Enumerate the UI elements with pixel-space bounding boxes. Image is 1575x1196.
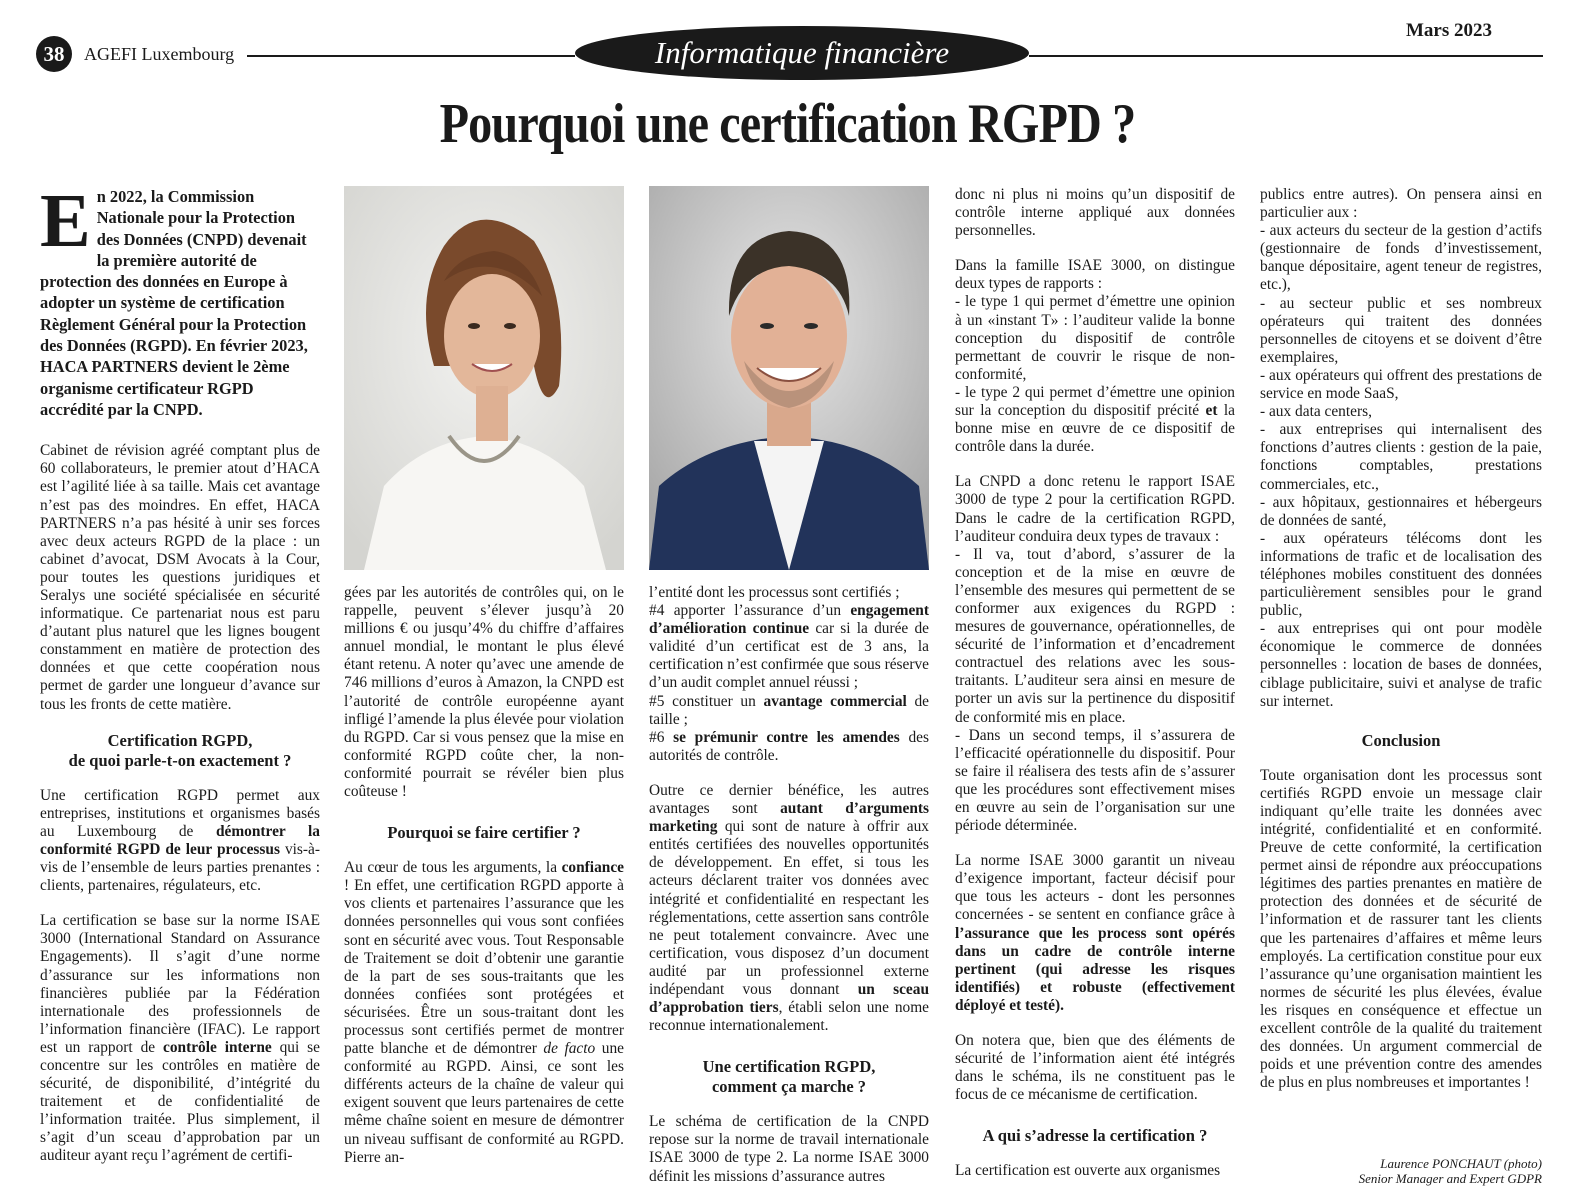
header-rule-left bbox=[247, 55, 575, 57]
section-title: Informatique financière bbox=[575, 26, 1029, 80]
paragraph: La certification se base sur la norme ISAE 3000 (International Standard on Assurance Engagements). Il s’agit d’une norme d’assurance sur les informations non financières publiée par la Fédération internationale des professionnels de l’information financière (IFAC). Le rapport est un rapport de contrôle interne qui se concentre sur les contrôles en matière de sécurité, de disponibilité, d’intégrité du traitement et de confidentialité de l’information traitée. Plus simplement, il s’agit d’un sceau d’approbation par un auditeur ayant reçu l’agrément de certifi- bbox=[40, 912, 320, 1165]
article-headline: Pourquoi une certification RGPD ? bbox=[439, 93, 1136, 155]
list-item: - aux entreprises qui ont pour modèle économique le commerce de données personnelles : location de bases de données, ciblage publicitaire, suivi et analyse de trafic sur internet. bbox=[1260, 620, 1542, 710]
article-lead bbox=[40, 186, 320, 420]
paragraph: La CNPD a donc retenu le rapport ISAE 3000 de type 2 pour la certification RGPD. Dans le cadre de la certification RGPD, l’auditeur conduira deux types de travaux : bbox=[955, 473, 1235, 545]
list-item: - le type 1 qui permet d’émettre une opinion à un «instant T» : l’auditeur valide la bonne conception du dispositif de contrôle permettant de couvrir le risque de non-conformité, bbox=[955, 293, 1235, 383]
subheading: Conclusion bbox=[1361, 730, 1441, 750]
portrait-photo-woman bbox=[344, 186, 624, 570]
list-item: - aux acteurs du secteur de la gestion d’actifs (gestionnaire de fonds d’investissement, banque dépositaire, agent teneur de registres, etc.), bbox=[1260, 222, 1542, 294]
paragraph: Le schéma de certification de la CNPD repose sur la norme de travail internationale ISAE 3000 de type 2. La norme ISAE 3000 définit les missions d’assurance autres bbox=[649, 1113, 929, 1185]
paragraph: On notera que, bien que des éléments de sécurité de l’information aient été intégrés dans le schéma, ils ne constituent pas le focus de ce mécanisme de certification. bbox=[955, 1032, 1235, 1104]
paragraph: l’entité dont les processus sont certifiés ; bbox=[649, 584, 900, 601]
paragraph: publics entre autres). On pensera ainsi en particulier aux : bbox=[1260, 186, 1542, 222]
paragraph: #6 se prémunir contre les amendes des autorités de contrôle. bbox=[649, 728, 929, 764]
photo-caption: Laurence PONCHAUT (photo) Senior Manager and Expert GDPR bbox=[1358, 1156, 1542, 1186]
list-item: - Dans un second temps, il s’assurera de l’efficacité opérationnelle du dispositif. Pour se faire il réalisera des tests afin de s’assurer que les procédures sont effectivement mises en œuvre au sein de l’organisation sur une période déterminée. bbox=[955, 726, 1235, 835]
paragraph: Cabinet de révision agréé comptant plus de 60 collaborateurs, le premier atout d’HACA est l’agilité liée à sa taille. Mais cet avantage n’est pas des moindres. En effet, HACA PARTNERS n’a pas hésité à unir ses forces avec deux acteurs RGPD de la place : un cabinet d’avocat, DSM Avocats à la Cour, pour toutes les questions juridiques et Seralys une société spécialisée en sécurité informatique. Ce partenariat nous est paru d’autant plus naturel que les lignes bougent constamment en matière de protection des données et que cette coopération nous permet de garder une longueur d’avance sur tous les fronts de cette matière. bbox=[40, 442, 320, 713]
lead-text: n 2022, la Commission Nationale pour la Protection des Données (CNPD) devenait la première autorité de protection des données en Europe à adopter un système de certification Règlement Général pour la Protection des Données (RGPD). En février 2023, HACA PARTNERS devient le 2ème organisme certificateur RGPD accrédité par la CNPD. bbox=[40, 187, 308, 419]
list-item: - le type 2 qui permet d’émettre une opinion sur la conception du dispositif précité et la bonne mise en œuvre de ce dispositif de contrôle dans la durée. bbox=[955, 383, 1235, 456]
paragraph: Une certification RGPD permet aux entreprises, institutions et organismes basés au Luxembourg de démontrer la conformité RGPD de leur processus vis-à-vis de l’ensemble de leurs parties prenantes : clients, partenaires, régulateurs, etc. bbox=[40, 786, 320, 895]
page-number: 38 bbox=[36, 36, 72, 72]
column-2 bbox=[344, 584, 624, 1196]
publication-name: AGEFI Luxembourg bbox=[84, 44, 235, 64]
paragraph: donc ni plus ni moins qu’un dispositif de contrôle interne appliqué aux données personnelles. bbox=[955, 186, 1235, 240]
paragraph: #5 constituer un avantage commercial de taille ; bbox=[649, 692, 929, 728]
list-item: - aux opérateurs qui offrent des prestations de service en mode SaaS, bbox=[1260, 366, 1542, 403]
list-item: - aux entreprises qui internalisent des fonctions d’autres clients : gestion de la paie, fonctions comptables, prestations commerciales, etc., bbox=[1260, 421, 1542, 493]
column-5 bbox=[1260, 186, 1542, 1146]
list-item: - aux opérateurs télécoms dont les informations de trafic et de localisation des téléphones mobiles constituent des données particulièrement sensibles pour le grand public, bbox=[1260, 529, 1542, 620]
subheading: Pourquoi se faire certifier ? bbox=[387, 823, 581, 843]
drop-cap: E bbox=[40, 186, 91, 263]
list-item: - au secteur public et ses nombreux opérateurs qui traitent des données personnelles de citoyens et se doivent d’être exemplaires, bbox=[1260, 294, 1542, 366]
list-item: - aux data centers, bbox=[1260, 403, 1372, 421]
paragraph: #4 apporter l’assurance d’un engagement d’amélioration continue car si la durée de validité d’un certificat est de 3 ans, la certification n’est confirmée que sous réserve d’un audit complet annuel réussi ; bbox=[649, 602, 929, 692]
paragraph: gées par les autorités de contrôles qui, on le rappelle, peuvent s’élever jusqu’à 20 millions € ou jusqu’4% du chiffre d’affaires annuel mondial, le montant le plus élevé étant retenu. A noter qu’avec une amende de 746 millions d’euros à Amazon, la CNPD est l’autorité de contrôle européenne ayant infligé l’amende la plus élevée pour violation du RGPD. Car si vous pensez que la mise en conformité RGPD coûte cher, la non-conformité pourrait se révéler bien plus coûteuse ! bbox=[344, 584, 624, 801]
subheading: Certification RGPD, de quoi parle-t-on exactement ? bbox=[68, 730, 292, 770]
subheading: Une certification RGPD, comment ça marche ? bbox=[702, 1057, 876, 1097]
paragraph: Toute organisation dont les processus sont certifiés RGPD envoie un message clair indiquant qu’elle traite les données avec intégrité, confidentialité et en conformité. Preuve de cette conformité, la certification permet ainsi de répondre aux préoccupations légitimes des parties prenantes en matière de protection des données et de sécurité de l’information et de rassurer tant les clients que les partenaires d’affaires et même leurs employés. La certification constitue pour eux l’assurance qu’une organisation maintient les normes de sécurité les plus élevées, évalue les risques en conséquence et effectue un excellent contrôle de la qualité du traitement des données. Un argument commercial de poids et une prévention contre des amendes de plus en plus nombreuses et importantes ! bbox=[1260, 766, 1542, 1092]
paragraph: Dans la famille ISAE 3000, on distingue deux types de rapports : bbox=[955, 257, 1235, 293]
issue-date: Mars 2023 bbox=[1405, 20, 1492, 41]
list-item: - Il va, tout d’abord, s’assurer de la conception et de la mise en œuvre de l’ensemble des mesures qui permettent de se conformer aux exigences du RGPD : mesures de gouvernance, opérationnelles, de sécurité de l’information et d’encadrement contractuel des relations avec les sous-traitants. L’auditeur sera ainsi en mesure de porter un avis sur la pertinence du dispositif de conformité mis en place. bbox=[955, 545, 1235, 726]
portrait-photo-man bbox=[649, 186, 929, 570]
column-1 bbox=[40, 186, 320, 1196]
column-3 bbox=[649, 584, 929, 1196]
paragraph: Outre ce dernier bénéfice, les autres avantages sont autant d’arguments marketing qui sont de nature à offrir aux entités certifiées des nouvelles opportunités de développement. En effet, si tous les acteurs déclarent traiter vos données avec intégrité et confidentialité en respectant les réglementations, cette assertion sans contrôle ne peut totalement convaincre. Avec une certification, vous disposez d’un document audité par un professionnel externe indépendant vous donnant un sceau d’approbation tiers, établi selon une nome reconnue internationalement. bbox=[649, 781, 929, 1035]
paragraph: Au cœur de tous les arguments, la confiance ! En effet, une certification RGPD apporte à vos clients et partenaires l’assurance que les données personnelles qui vous sont confiées sont en sécurité avec vous. Tout Responsable de Traitement se doit d’obtenir une garantie de la part de ses sous-traitants que les données confiées sont protégées et sécurisées. Être un sous-traitant dont les processus sont certifiés permet de montrer patte blanche et de démontrer de facto une conformité au RGPD. Ainsi, ce sont les différents acteurs de la chaîne de valeur qui exigent souvent que leurs partenaires de cette même chaîne soient en mesure de démontrer un niveau suffisant de conformité au RGPD. Pierre an- bbox=[344, 859, 624, 1166]
paragraph: La norme ISAE 3000 garantit un niveau d’exigence important, facteur décisif pour que tous les acteurs - dont les personnes concernées - se sentent en confiance grâce à l’assurance que les process sont opérés dans un cadre de contrôle interne pertinent (qui adresse les risques identifiés) et robuste (effectivement déployé et testé). bbox=[955, 852, 1235, 1014]
list-item: - aux hôpitaux, gestionnaires et hébergeurs de données de santé, bbox=[1260, 493, 1542, 529]
paragraph: La certification est ouverte aux organismes bbox=[955, 1162, 1221, 1180]
subheading: A qui s’adresse la certification ? bbox=[982, 1126, 1208, 1146]
header-rule-right bbox=[1029, 55, 1543, 57]
column-4 bbox=[955, 186, 1235, 1196]
